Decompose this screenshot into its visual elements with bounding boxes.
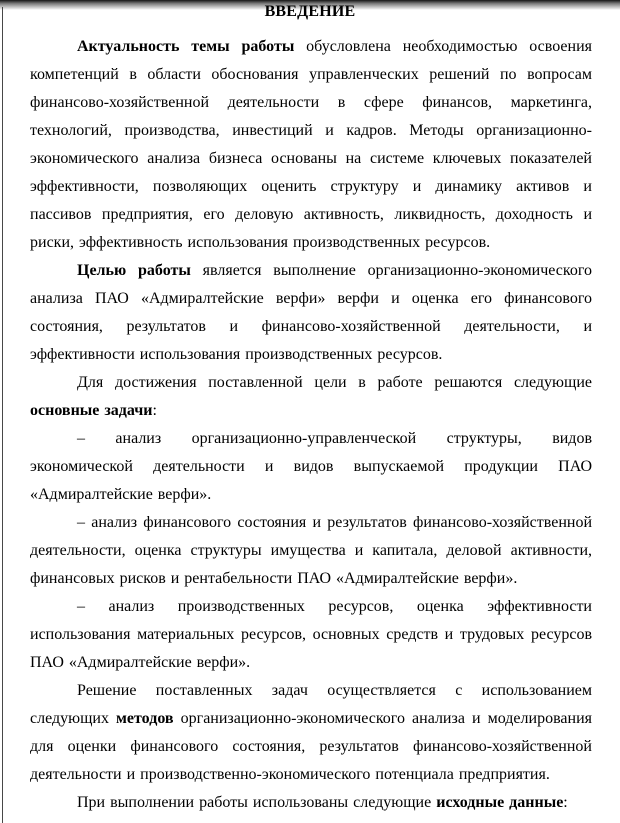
text-run: :	[152, 402, 157, 419]
bold-text-run: Актуальность темы работы	[77, 38, 295, 55]
paragraph	[30, 593, 592, 677]
text-run: обусловлена необходимостью освоения компетенций в области обоснования управленческих решений по вопросам финансово-хозяйственной деятельности в сфере финансов, маркетинга, технологий, производства, инвестиций и кадров. Методы организационно-экономического анализа бизнеса основаны на системе ключевых показателей эффективности, позволяющих оценить структуру и динамику активов и пассивов предприятия, его деловую активность, ликвидность, доходность и риски, эффективность использования производственных ресурсов.	[30, 38, 592, 251]
paragraph	[30, 425, 592, 509]
text-run: Решение поставленных задач осуществляется с использованием следующих	[30, 682, 592, 727]
text-run: – анализ финансового состояния и результатов финансово-хозяйственной деятельности, оценка структуры имущества и капитала, деловой активности, финансовых рисков и рентабельности ПАО «Адмиралтейские верфи».	[30, 514, 592, 587]
paragraph	[30, 509, 592, 593]
text-run: организационно-экономического анализа и моделирования для оценки финансового состояния, результатов финансово-хозяйственной деятельности и производственно-экономического потенциала предприятия.	[30, 710, 593, 783]
text-run: При выполнении работы использованы следующие	[77, 794, 437, 811]
text-run: Для достижения поставленной цели в работе решаются следующие	[77, 374, 592, 391]
bold-text-run: Целью работы	[77, 262, 191, 279]
text-run: является выполнение организационно-экономического анализа ПАО «Адмиралтейские верфи» верфи и оценка его финансового состояния, результатов и финансово-хозяйственной деятельности, и эффективности использования производственных ресурсов.	[30, 262, 592, 363]
paragraph	[30, 789, 592, 817]
paragraph	[30, 369, 592, 425]
paragraph	[30, 257, 592, 369]
bold-text-run: исходные данные	[436, 794, 564, 811]
text-run: – анализ организационно-управленческой структуры, видов экономической деятельности и видов выпускаемой продукции ПАО «Адмиралтейские верфи».	[30, 430, 592, 503]
text-run: :	[563, 794, 568, 811]
bold-text-run: основные задачи	[30, 402, 153, 419]
text-run: – анализ производственных ресурсов, оценка эффективности использования материальных ресурсов, основных средств и трудовых ресурсов ПАО «Адмиралтейские верфи».	[30, 598, 592, 671]
bold-text-run: методов	[116, 710, 174, 727]
paragraph	[30, 677, 592, 789]
page-title: ВВЕДЕНИЕ	[264, 3, 356, 20]
document-body	[30, 33, 592, 817]
paragraph	[30, 33, 592, 257]
